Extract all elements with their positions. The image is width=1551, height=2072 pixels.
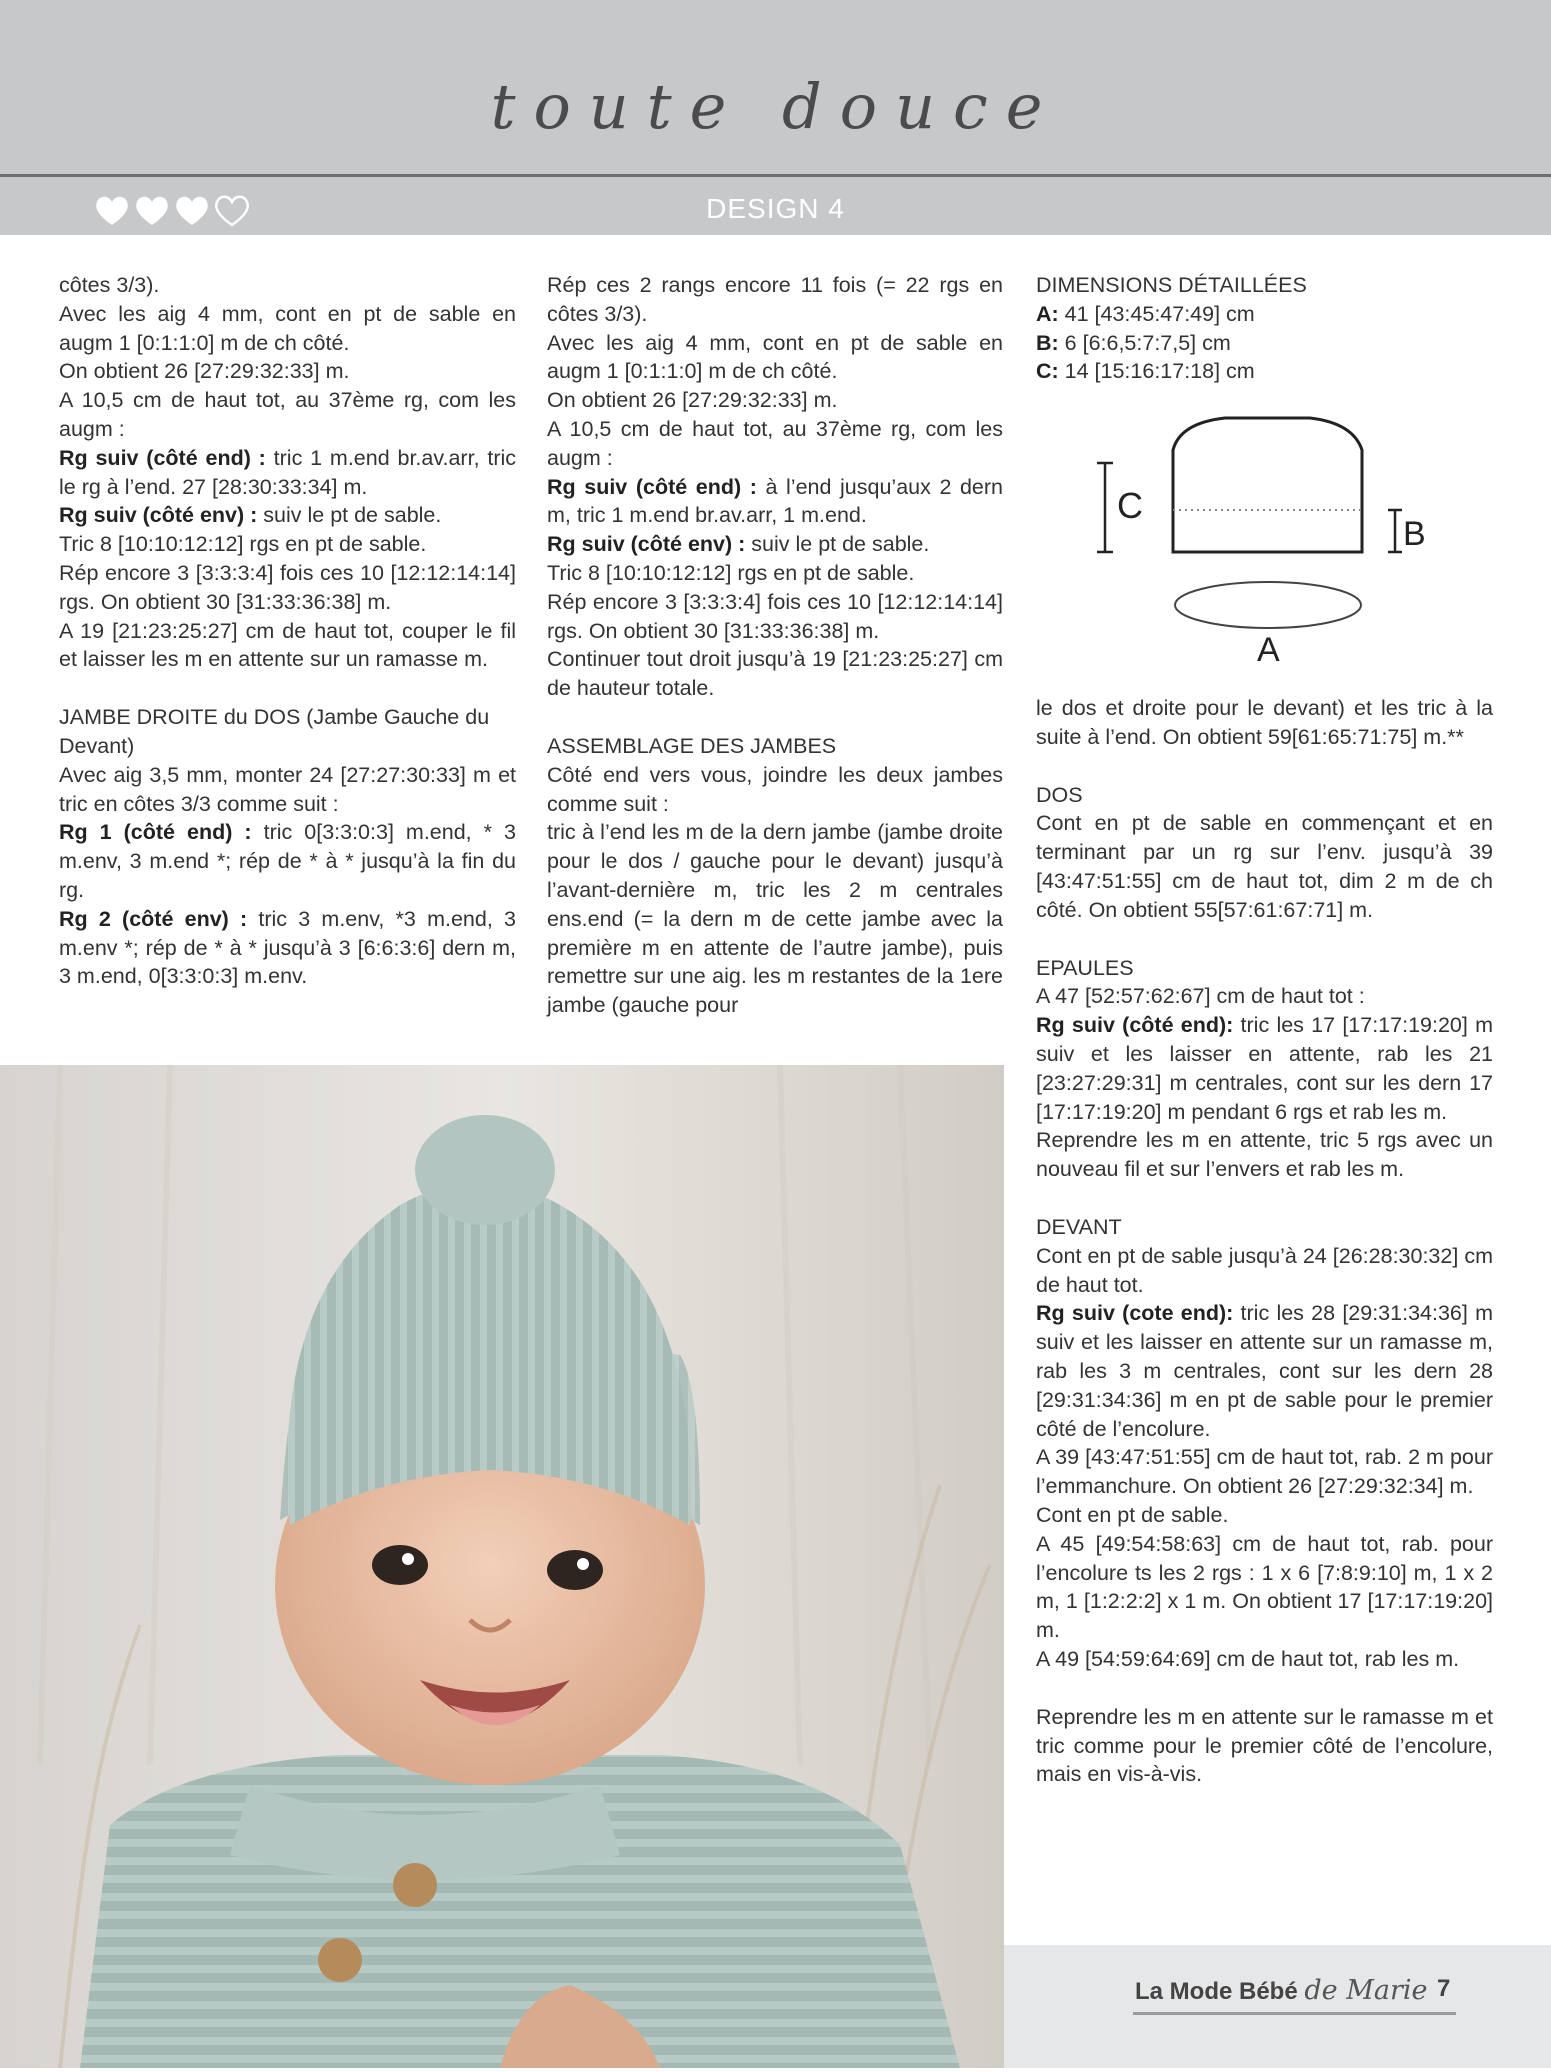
paragraph bbox=[547, 530, 1003, 559]
paragraph: Continuer tout droit jusqu’à 19 [21:23:25:27] cm de hauteur totale. bbox=[547, 647, 1003, 701]
dimension-c bbox=[1036, 357, 1496, 386]
diagram-label-b: B bbox=[1403, 515, 1426, 553]
dimension-label: C: bbox=[1036, 359, 1059, 384]
row-text: tric les 17 [17:17:19:20] m suiv et les laisser en attente, rab les 21 [23:27:29:31] m centrales, cont sur les dern 17 [17:17:19:20] m pendant 6 rgs et rab les m. bbox=[1036, 1013, 1493, 1124]
brand-text: La Mode Bébé bbox=[1135, 1978, 1305, 2005]
wooden-button bbox=[318, 1938, 362, 1982]
column-2 bbox=[547, 271, 1003, 1020]
paragraph: Tric 8 [10:10:12:12] rgs en pt de sable. bbox=[59, 532, 427, 557]
dimension-value: 41 [43:45:47:49] cm bbox=[1058, 301, 1255, 326]
page-number: 7 bbox=[1437, 1975, 1451, 2002]
section-heading: DEVANT bbox=[1036, 1214, 1122, 1239]
paragraph bbox=[547, 473, 1003, 531]
paragraph: On obtient 26 [27:29:32:33] m. bbox=[59, 359, 350, 384]
paragraph bbox=[59, 905, 516, 991]
dimension-b-marker bbox=[1388, 510, 1402, 552]
hat-pompom bbox=[415, 1115, 555, 1225]
paragraph: le dos et droite pour le devant) et les tric à la suite à l’end. On obtient 59[61:65:71:75] m.** bbox=[1036, 696, 1493, 749]
footer-underline bbox=[1133, 2012, 1456, 2015]
row-text: tric 1 m.end br.av.arr, tric le rg à l’end. 27 [28:30:33:34] m. bbox=[59, 445, 517, 499]
magazine-title: toute douce bbox=[490, 70, 1061, 143]
paragraph bbox=[59, 501, 516, 530]
paragraph: A 19 [21:23:25:27] cm de haut tot, couper le fil et laisser les m en attente sur un ramasse m. bbox=[59, 618, 516, 672]
row-text: tric les 28 [29:31:34:36] m suiv et les laisser en attente sur un ramasse m, rab les 3 m centrales, cont sur les dern 28 [29:31:34:36] m en pt de sable pour le premier côté de l’encolure. bbox=[1036, 1301, 1493, 1441]
paragraph: Rép encore 3 [3:3:3:4] fois ces 10 [12:12:14:14] rgs. On obtient 30 [31:33:36:38] m. bbox=[59, 560, 516, 614]
magazine-brand bbox=[1135, 1975, 1427, 2006]
paragraph: A 49 [54:59:64:69] cm de haut tot, rab les m. bbox=[1036, 1646, 1460, 1671]
row-label: Rg suiv (côté env) : bbox=[547, 532, 746, 557]
row-text: tric 0[3:3:0:3] m.end, * 3 m.env, 3 m.end *; rép de * à * jusqu’à la fin du rg. bbox=[59, 820, 517, 902]
dimension-b bbox=[1036, 329, 1496, 358]
diagram-label-a: A bbox=[1257, 631, 1280, 669]
diagram-label-c: C bbox=[1117, 485, 1143, 526]
paragraph: On obtient 26 [27:29:32:33] m. bbox=[547, 388, 838, 413]
column-3 bbox=[1036, 694, 1493, 1789]
paragraph: Côté end vers vous, joindre les deux jambes comme suit : bbox=[547, 762, 1003, 816]
hat-diagram bbox=[1085, 405, 1426, 670]
paragraph: Tric 8 [10:10:12:12] rgs en pt de sable. bbox=[547, 560, 915, 585]
baby-photo-illustration bbox=[0, 1065, 1004, 2068]
row-label: Rg suiv (cote end): bbox=[1036, 1301, 1234, 1326]
row-text: tric 3 m.env, *3 m.end, 3 m.env *; rép de * à * jusqu’à 3 [6:6:3:6] dern m, 3 m.end, 0[3:3:0:3] m.env. bbox=[59, 906, 516, 989]
row-label: Rg suiv (côté end) : bbox=[547, 474, 757, 499]
paragraph: Avec les aig 4 mm, cont en pt de sable en augm 1 [0:1:1:0] m de ch côté. bbox=[59, 301, 516, 355]
dimension-a-marker bbox=[1175, 582, 1361, 628]
section-heading: DOS bbox=[1036, 782, 1083, 807]
paragraph: Rép encore 3 [3:3:3:4] fois ces 10 [12:12:14:14] rgs. On obtient 30 [31:33:36:38] m. bbox=[547, 589, 1003, 643]
paragraph bbox=[1036, 1011, 1493, 1126]
paragraph: tric à l’end les m de la dern jambe (jambe droite pour le dos / gauche pour le devant) jusqu’à l’avant-dernière m, tric les 2 m centrales ens.end (= la dern m de cette jambe avec la première m en attente de l’autre jambe), puis remettre sur une aig. les m restantes de la 1ere jambe (gauche pour bbox=[547, 820, 1003, 1018]
paragraph bbox=[1036, 1299, 1493, 1443]
baby-photo bbox=[0, 1065, 1004, 2068]
row-label: Rg suiv (côté env) : bbox=[59, 503, 258, 528]
paragraph: Avec aig 3,5 mm, monter 24 [27:27:30:33] m et tric en côtes 3/3 comme suit : bbox=[59, 762, 516, 816]
dimensions-block bbox=[1036, 271, 1496, 386]
paragraph bbox=[59, 818, 516, 904]
footer-band bbox=[1004, 1945, 1551, 2068]
dimension-label: B: bbox=[1036, 330, 1059, 355]
dimension-a bbox=[1036, 300, 1496, 329]
row-label: Rg 2 (côté env) : bbox=[59, 906, 248, 931]
paragraph bbox=[59, 444, 516, 502]
wooden-button bbox=[393, 1863, 437, 1907]
paragraph: A 10,5 cm de haut tot, au 37ème rg, com les augm : bbox=[59, 388, 516, 441]
row-label: Rg 1 (côté end) : bbox=[59, 820, 252, 845]
paragraph: A 39 [43:47:51:55] cm de haut tot, rab. 2 m pour l’emmanchure. On obtient 26 [27:29:32:34] m. bbox=[1036, 1445, 1493, 1499]
dimension-c-marker bbox=[1097, 463, 1113, 552]
row-text: suiv le pt de sable. bbox=[257, 503, 442, 528]
paragraph: Avec les aig 4 mm, cont en pt de sable en augm 1 [0:1:1:0] m de ch côté. bbox=[547, 330, 1003, 384]
brand-script: de Marie bbox=[1304, 1975, 1428, 2006]
dimension-value: 14 [15:16:17:18] cm bbox=[1058, 359, 1255, 384]
paragraph: Reprendre les m en attente sur le ramasse m et tric comme pour le premier côté de l’encolure, mais en vis-à-vis. bbox=[1036, 1704, 1493, 1787]
section-heading: ASSEMBLAGE DES JAMBES bbox=[547, 733, 837, 758]
dimension-label: A: bbox=[1036, 301, 1059, 326]
paragraph: A 47 [52:57:62:67] cm de haut tot : bbox=[1036, 984, 1365, 1009]
paragraph: Reprendre les m en attente, tric 5 rgs avec un nouveau fil et sur l’envers et rab les m. bbox=[1036, 1128, 1493, 1182]
row-label: Rg suiv (côté end): bbox=[1036, 1013, 1234, 1038]
paragraph: Cont en pt de sable. bbox=[1036, 1502, 1229, 1527]
dimension-value: 6 [6:6,5:7:7,5] cm bbox=[1058, 330, 1231, 355]
design-label: DESIGN 4 bbox=[706, 193, 845, 224]
paragraph: A 45 [49:54:58:63] cm de haut tot, rab. pour l’encolure ts les 2 rgs : 1 x 6 [7:8:9:10] m, 1 x 2 m, 1 [1:2:2:2] x 1 m. On obtient 17 [17:17:19:20] m. bbox=[1036, 1531, 1493, 1643]
paragraph: A 10,5 cm de haut tot, au 37ème rg, com les augm : bbox=[547, 416, 1003, 470]
dimensions-heading: DIMENSIONS DÉTAILLÉES bbox=[1036, 273, 1307, 297]
row-text: à l’end jusqu’aux 2 dern m, tric 1 m.end br.av.arr, 1 m.end. bbox=[547, 474, 1004, 528]
hat-outline bbox=[1173, 418, 1362, 552]
section-heading: JAMBE DROITE du DOS (Jambe Gauche du Devant) bbox=[59, 705, 490, 758]
section-heading: EPAULES bbox=[1036, 955, 1134, 980]
paragraph: Rép ces 2 rangs encore 11 fois (= 22 rgs en côtes 3/3). bbox=[547, 273, 1003, 326]
row-label: Rg suiv (côté end) : bbox=[59, 445, 266, 470]
column-1 bbox=[59, 271, 516, 991]
paragraph: côtes 3/3). bbox=[59, 273, 160, 297]
paragraph: Cont en pt de sable jusqu’à 24 [26:28:30:32] cm de haut tot. bbox=[1036, 1243, 1493, 1297]
row-text: suiv le pt de sable. bbox=[745, 532, 930, 557]
paragraph: Cont en pt de sable en commençant et en terminant par un rg sur l’env. jusqu’à 39 [43:47:51:55] cm de haut tot, dim 2 m de ch côté. On obtient 55[57:61:67:71] m. bbox=[1036, 811, 1493, 922]
